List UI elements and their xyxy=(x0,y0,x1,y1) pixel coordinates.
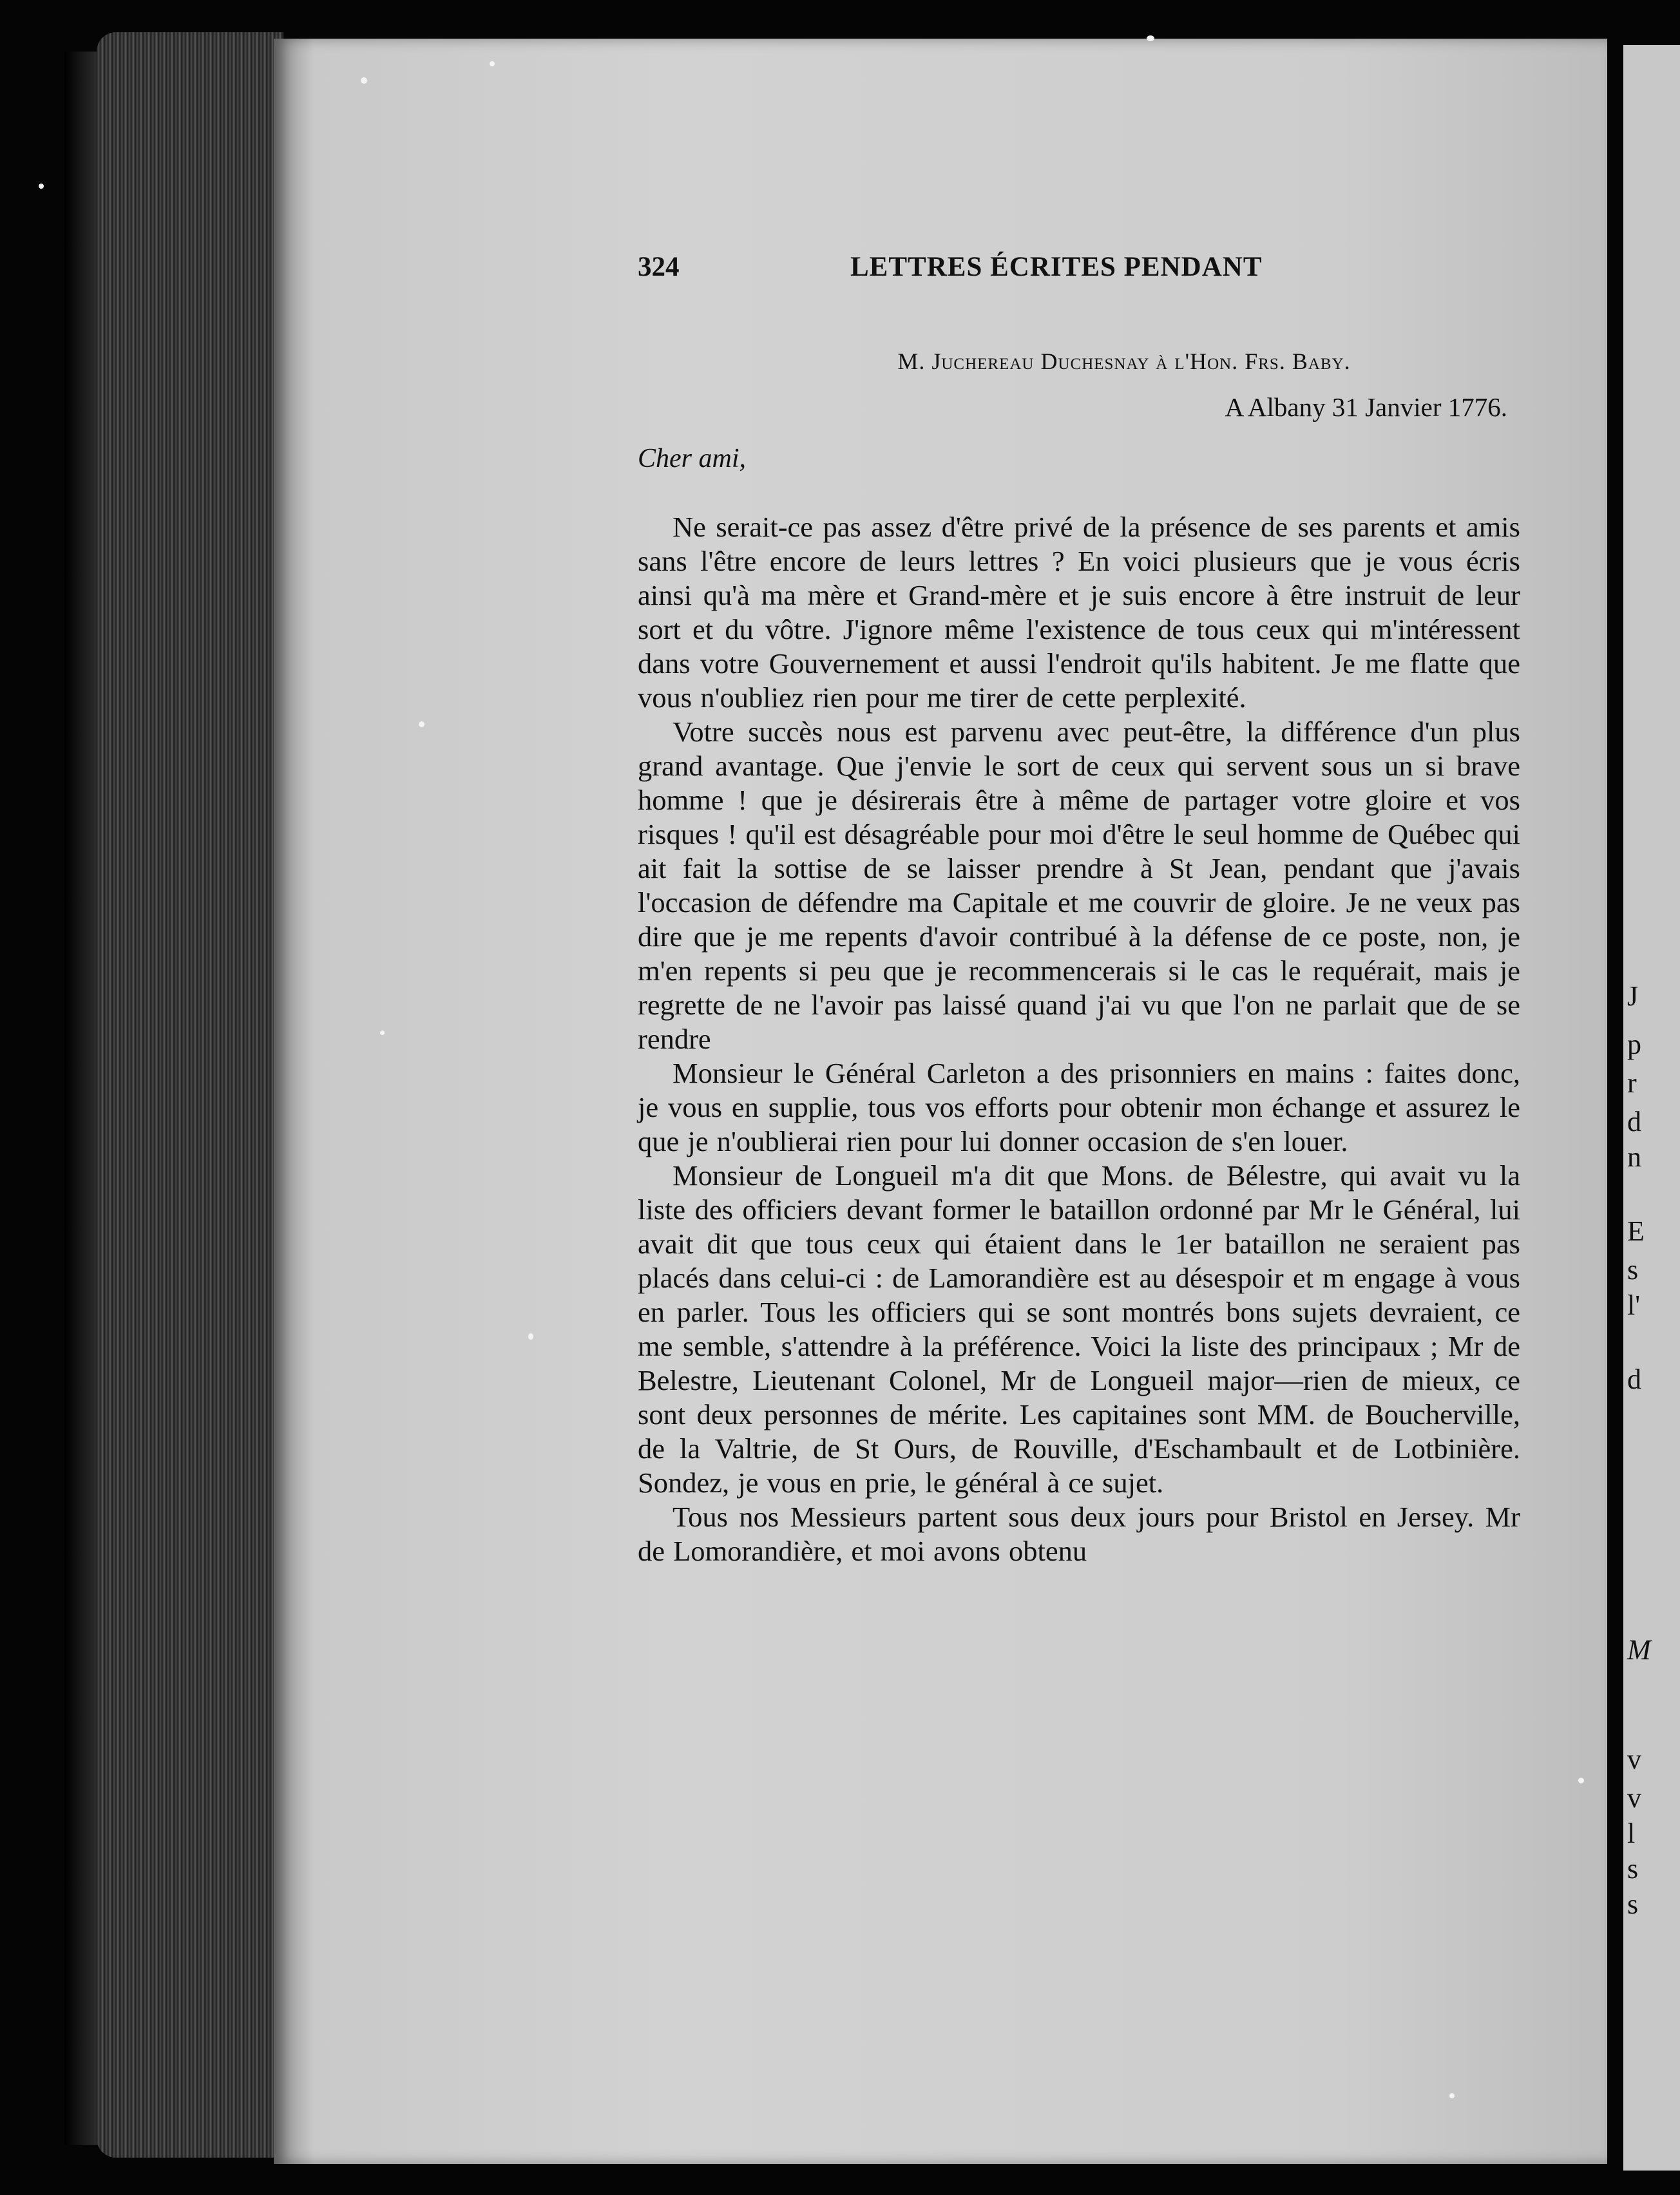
letter-salutation: Cher ami, xyxy=(638,444,746,473)
facing-page-fragment: l xyxy=(1627,1818,1636,1849)
letter-body xyxy=(638,510,1520,1568)
scan-speck xyxy=(380,1031,385,1035)
scan-speck xyxy=(1578,1778,1584,1783)
facing-page-fragment: J xyxy=(1627,980,1639,1012)
facing-page-fragment: r xyxy=(1627,1067,1637,1099)
scan-speck xyxy=(419,721,425,727)
facing-page-fragment: M xyxy=(1627,1634,1651,1666)
facing-page-fragment: n xyxy=(1627,1141,1641,1173)
scan-speck xyxy=(361,77,367,84)
page-text-block xyxy=(638,251,1520,1568)
facing-page-fragment: d xyxy=(1627,1364,1641,1395)
scan-speck xyxy=(39,184,44,189)
running-title: LETTRES ÉCRITES PENDANT xyxy=(850,252,1263,282)
facing-page-fragment: v xyxy=(1627,1782,1641,1814)
facing-page-fragment: d xyxy=(1627,1106,1641,1137)
letter-paragraph: Monsieur de Longueil m'a dit que Mons. de Bélestre, qui avait vu la liste des officiers devant former le bataillon ordonné par Mr le Général, lui avait dit que tous ceux qui étaient dans le 1er bataillon ne seraient pas placés dans celui-ci : de Lamorandière est au désespoir et m engage à vous en parler. Tous les officiers qui se sont montrés bons sujets devraient, ce me semble, s'attendre à la préférence. Voici la liste des principaux ; Mr de Belestre, Lieutenant Colonel, Mr de Longueil major—rien de mieux, ce sont deux personnes de mérite. Les capitaines sont MM. de Boucherville, de la Valtrie, de St Ours, de Rouville, d'Eschambault et de Lotbinière. Sondez, je vous en prie, le général à ce sujet. xyxy=(638,1159,1520,1499)
facing-page-fragment: s xyxy=(1627,1853,1639,1885)
facing-page-fragment: E xyxy=(1627,1215,1645,1247)
letter-paragraph: Ne serait-ce pas assez d'être privé de la présence de ses parents et amis sans l'être encore de leurs lettres ? En voici plusieurs que je vous écris ainsi qu'à ma mère et Grand-mère et je suis encore à être instruit de leur sort et du vôtre. J'ignore même l'existence de tous ceux qui m'intéressent dans votre Gouvernement et aussi l'endroit qu'ils habitent. Je me flatte que vous n'oubliez rien pour me tirer de cette perplexité. xyxy=(638,511,1520,714)
facing-page-fragment: l' xyxy=(1627,1289,1641,1321)
letter-paragraph: Monsieur le Général Carleton a des prisonniers en mains : faites donc, je vous en supplie, tous vos efforts pour obtenir mon échange et assurez le que je n'oublierai rien pour lui donner occasion de s'en louer. xyxy=(638,1057,1520,1157)
scan-speck xyxy=(1147,35,1154,41)
scan-speck xyxy=(1449,2093,1455,2098)
scan-speck xyxy=(528,1333,533,1340)
letter-heading: M. Juchereau Duchesnay à l'Hon. Frs. Baby. xyxy=(897,348,1351,374)
letter-paragraph: Votre succès nous est parvenu avec peut-être, la différence d'un plus grand avantage. Que j'envie le sort de ceux qui servent sous un si brave homme ! que je désirerais être à même de partager votre gloire et vos risques ! qu'il est désagréable pour moi d'être le seul homme de Québec qui ait fait la sottise de se laisser prendre à St Jean, pendant que j'avais l'occasion de défendre ma Capitale et me couvrir de gloire. Je ne veux pas dire que je me repents d'avoir contribué à la défense de ce poste, non, je m'en repents si peu que je recommencerais si le cas le requérait, mais je regrette de ne l'avoir pas laissé quand j'ai vu que l'on ne parlait que de se rendre xyxy=(638,716,1520,1055)
facing-page-fragment: p xyxy=(1627,1029,1641,1060)
facing-page-fragment: v xyxy=(1627,1744,1641,1775)
facing-page-edge xyxy=(1623,45,1680,2171)
book-page-edges xyxy=(97,32,283,2158)
facing-page-fragment: s xyxy=(1627,1888,1639,1920)
facing-page-fragment: s xyxy=(1627,1254,1639,1286)
running-head xyxy=(638,251,1520,296)
scan-speck xyxy=(490,61,495,66)
letter-date-line: A Albany 31 Janvier 1776. xyxy=(1225,392,1507,422)
letter-paragraph: Tous nos Messieurs partent sous deux jours pour Bristol en Jersey. Mr de Lomorandière, et moi avons obtenu xyxy=(638,1501,1520,1567)
page-number: 324 xyxy=(638,252,680,282)
